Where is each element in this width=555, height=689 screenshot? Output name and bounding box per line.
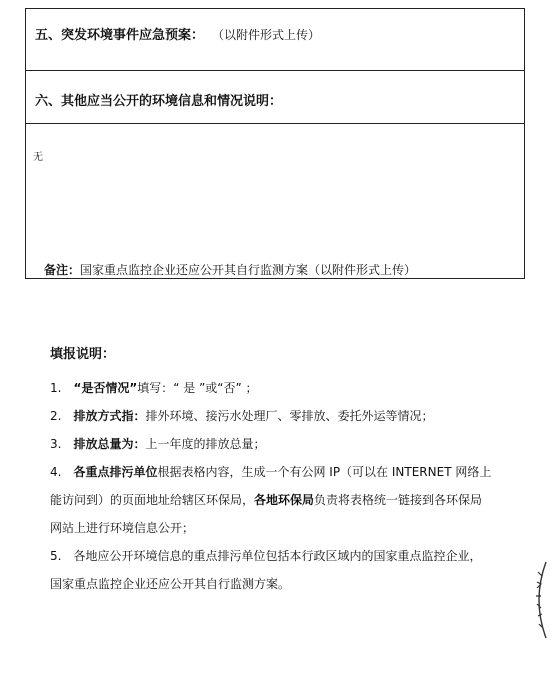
instructions-title: 填报说明： bbox=[50, 347, 116, 362]
section6-title: 六、其他应当公开的环境信息和情况说明： bbox=[35, 94, 283, 109]
remark-text: 国家重点监控企业还应公开其自行监测方案（以附件形式上传） bbox=[80, 263, 417, 277]
section6-row bbox=[26, 71, 524, 124]
instruction-item-3 bbox=[50, 430, 530, 458]
instruction-item-2 bbox=[50, 402, 530, 430]
section6-content-cell bbox=[26, 124, 524, 278]
filling-instructions bbox=[50, 343, 530, 598]
item-text: 能访问到）的页面地址给辖区环保局， bbox=[50, 493, 255, 507]
item-text: 根据表格内容，生成一个有公网 IP（可以在 INTERNET 网络上 bbox=[157, 465, 492, 479]
remark-label: 备注： bbox=[44, 263, 81, 277]
remark bbox=[44, 261, 416, 278]
section5-title bbox=[35, 24, 320, 43]
item-text: 填写：“ 是 ”或“否” ； bbox=[137, 381, 258, 395]
item-5-line-2: 国家重点监控企业还应公开其自行监测方案。 bbox=[50, 577, 291, 591]
section6-content: 无 bbox=[33, 152, 43, 163]
instruction-item-1 bbox=[50, 374, 530, 402]
item-number: 2. bbox=[50, 409, 62, 423]
item-number: 3. bbox=[50, 437, 62, 451]
item-4-line-3: 网站上进行环境信息公开； bbox=[50, 521, 195, 535]
item-number: 4. bbox=[50, 465, 62, 479]
item-bold-text: 各地环保局 bbox=[254, 493, 315, 507]
section5-hint: （以附件形式上传） bbox=[218, 28, 321, 42]
item-number: 1. bbox=[50, 381, 62, 395]
section5-title-text: 五、突发环境事件应急预案： bbox=[35, 28, 205, 43]
section5-row bbox=[26, 9, 524, 71]
item-text: 排外环境、接污水处理厂、零排放、委托外运等情况； bbox=[145, 409, 434, 423]
environment-info-form-table bbox=[25, 8, 525, 279]
item-bold-text: 排放方式指： bbox=[73, 409, 146, 423]
item-text: 上一年度的排放总量； bbox=[145, 437, 266, 451]
item-bold-text: 各重点排污单位 bbox=[73, 465, 158, 479]
item-bold-text: “是否情况” bbox=[73, 381, 138, 395]
instruction-item-4 bbox=[50, 458, 530, 542]
item-text: 负责将表格统一链接到各环保局 bbox=[314, 493, 483, 507]
instruction-item-5 bbox=[50, 542, 530, 598]
item-bold-text: 排放总量为： bbox=[73, 437, 146, 451]
item-4-line-2 bbox=[50, 486, 530, 514]
item-number: 5. bbox=[50, 549, 62, 563]
item-text: 各地应公开环境信息的重点排污单位包括本行政区域内的国家重点监控企业， bbox=[73, 549, 482, 563]
seal-stamp-partial bbox=[528, 560, 550, 640]
